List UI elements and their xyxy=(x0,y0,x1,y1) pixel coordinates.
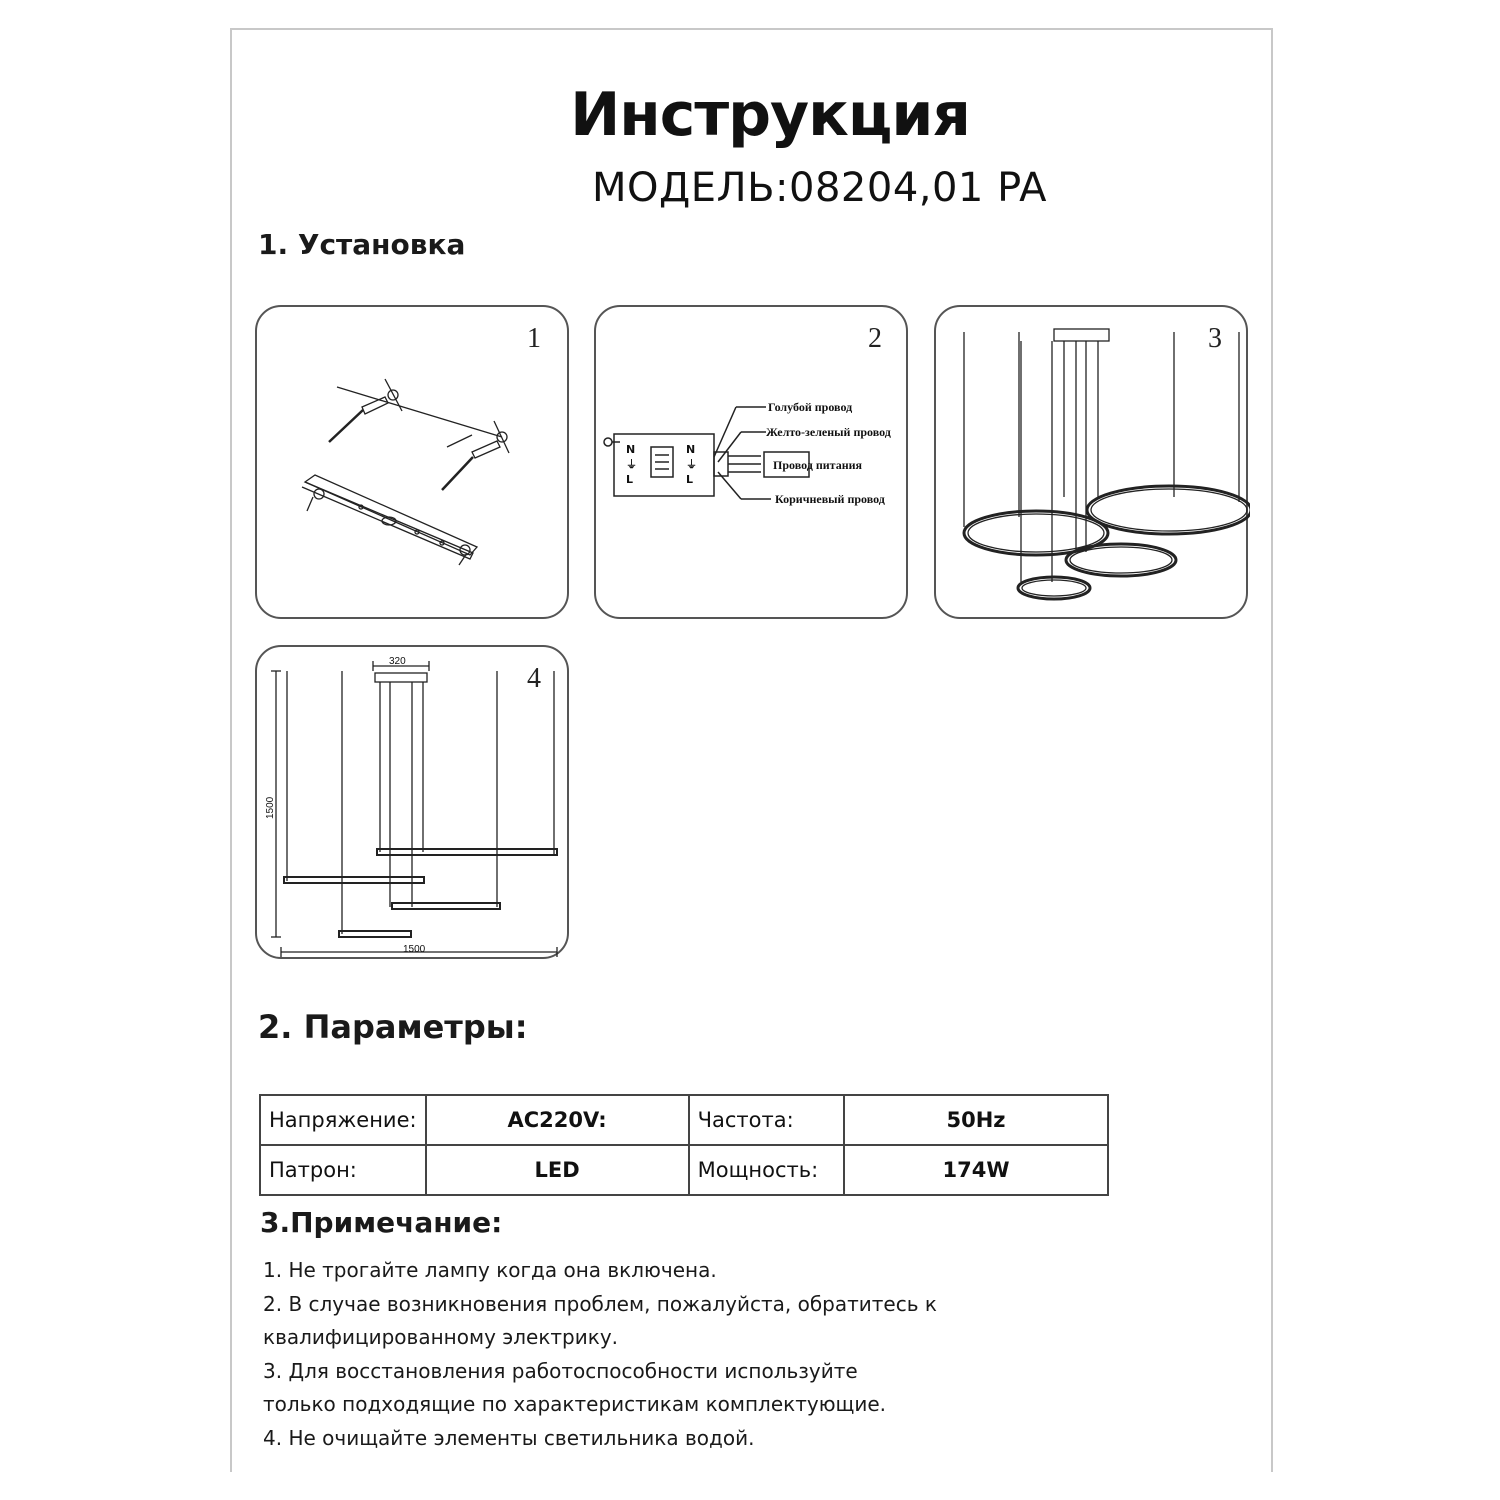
table-row xyxy=(260,1145,1108,1195)
note-line: 3. Для восстановления работоспособности используйте xyxy=(263,1358,858,1383)
wire-label-ground: Желто-зеленый провод xyxy=(766,425,891,439)
voltage-value: AC220V: xyxy=(426,1095,689,1145)
socket-label: Патрон: xyxy=(260,1145,426,1195)
wire-label-brown: Коричневый провод xyxy=(775,492,885,506)
note-line: 4. Не очищайте элементы светильника водой. xyxy=(263,1425,755,1450)
parameters-table xyxy=(259,1094,1109,1196)
install-step-4-panel xyxy=(255,645,569,959)
section-parameters-heading: 2. Параметры: xyxy=(258,1008,528,1046)
terminal-l-left: L xyxy=(626,473,634,486)
section-notes-heading: 3.Примечание: xyxy=(260,1206,503,1239)
wiring-diagram xyxy=(596,307,910,621)
terminal-ground-right: ⏚ xyxy=(686,458,697,471)
terminal-n-left: N xyxy=(626,443,636,456)
section-installation-heading: 1. Установка xyxy=(258,228,466,261)
note-line: квалифицированному электрику. xyxy=(263,1325,619,1349)
chandelier-rings-drawing xyxy=(936,307,1250,621)
frequency-label: Частота: xyxy=(689,1095,844,1145)
dimension-canopy-label: 320 xyxy=(389,656,406,667)
install-step-1-panel xyxy=(255,305,569,619)
dimension-height-label: 1500 xyxy=(265,796,276,819)
note-line: 1. Не трогайте лампу когда она включена. xyxy=(263,1258,717,1282)
note-line: только подходящие по характеристикам комплектующие. xyxy=(263,1392,887,1416)
step-number: 2 xyxy=(868,323,882,354)
document-title: Инструкция xyxy=(570,80,970,150)
step-number: 4 xyxy=(527,663,541,694)
power-value: 174W xyxy=(844,1145,1108,1195)
install-step-2-panel xyxy=(594,305,908,619)
wire-label-blue: Голубой провод xyxy=(768,400,853,414)
notes-list xyxy=(263,1254,963,1455)
note-line: 2. В случае возникновения проблем, пожалуйста, обратитесь к xyxy=(263,1291,937,1316)
table-row xyxy=(260,1095,1108,1145)
wire-label-power: Провод питания xyxy=(773,458,863,472)
terminal-l-right: L xyxy=(686,473,694,486)
voltage-label: Напряжение: xyxy=(260,1095,426,1145)
step-number: 1 xyxy=(527,323,541,354)
dimension-width-label: 1500 xyxy=(403,944,426,955)
socket-value: LED xyxy=(426,1145,689,1195)
install-step-3-panel xyxy=(934,305,1248,619)
terminal-n-right: N xyxy=(686,443,696,456)
frequency-value: 50Hz xyxy=(844,1095,1108,1145)
dimensions-drawing xyxy=(257,647,571,961)
terminal-ground-left: ⏚ xyxy=(626,458,637,471)
model-number: МОДЕЛЬ:08204,01 PA xyxy=(592,165,1048,211)
mounting-bracket-drawing xyxy=(257,307,571,621)
power-label: Мощность: xyxy=(689,1145,844,1195)
step-number: 3 xyxy=(1208,323,1222,354)
